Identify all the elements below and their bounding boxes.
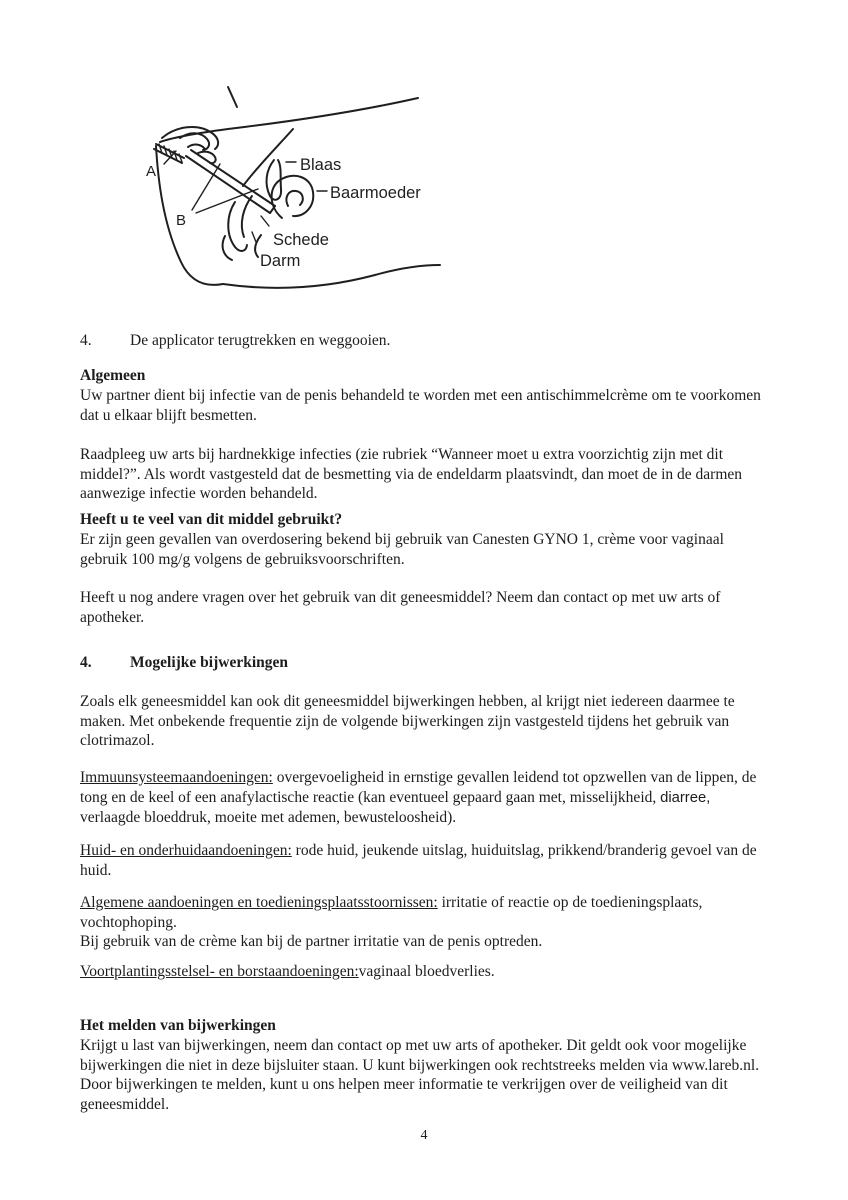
paragraph-voortplanting [80,962,774,982]
paragraph-overdose-1: Er zijn geen gevallen van overdosering bekend bij gebruik van Canesten GYNO 1, crème voor vaginaal gebruik 100 mg/g volgens de gebruiksvoorschriften. [80,531,724,568]
paragraph-melden: Krijgt u last van bijwerkingen, neem dan contact op met uw arts of apotheker. Dit geldt ook voor mogelijke bijwerkingen die niet in deze bijsluiter staan. U kunt bijwerkingen ook rechtstreeks melden via www.lareb.nl. Door bijwerkingen te melden, kunt u ons helpen meer informatie te verkrijgen over de veiligheid van dit geneesmiddel. [80,1037,760,1113]
soc-label-huid: Huid- en onderhuidaandoeningen: [80,842,292,859]
paragraph-algemeen-2: Raadpleeg uw arts bij hardnekkige infecties (zie rubriek “Wanneer moet u extra voorzichtig zijn met dit middel?”. Als wordt vastgesteld dat de besmetting via de endeldarm plaatsvindt, dan moet de in de darmen aanwezige infectie worden behandeld. [80,446,743,502]
section-title: Mogelijke bijwerkingen [130,654,288,671]
soc-label-voortplanting: Voortplantingsstelsel- en borstaandoeningen: [80,963,359,980]
instruction-step-4 [80,331,774,351]
voortplanting-text: vaginaal bloedverlies. [358,963,495,980]
huid-text: rode huid, jeukende uitslag, huiduitslag, prikkend/branderig gevoel van de huid. [80,842,757,879]
paragraph-bijwerkingen-intro: Zoals elk geneesmiddel kan ook dit geneesmiddel bijwerkingen hebben, al krijgt niet iedereen daarmee te maken. Met onbekende frequentie zijn de volgende bijwerkingen zijn vastgesteld tijdens het gebruik van clotrimazol. [80,693,735,749]
diagram-label-darm: Darm [260,252,301,270]
soc-label-immuunsysteem: Immuunsysteemaandoeningen: [80,769,273,786]
heading-algemeen: Algemeen [80,367,146,384]
paragraph-algemene-aandoeningen [80,893,774,952]
paragraph-overdose-2: Heeft u nog andere vragen over het gebruik van dit geneesmiddel? Neem dan contact op met uw arts of apotheker. [80,589,721,626]
heading-overdose: Heeft u te veel van dit middel gebruikt? [80,511,343,528]
algemene-line [80,893,774,932]
heading-melden: Het melden van bijwerkingen [80,1017,276,1034]
diagram-label-baarmoeder: Baarmoeder [330,184,421,202]
paragraph-algemeen-1: Uw partner dient bij infectie van de penis behandeld te worden met een antischimmelcrème om te voorkomen dat u elkaar blijft besmetten. [80,387,761,424]
anatomy-diagram [130,84,462,296]
paragraph-huid [80,841,774,880]
algemene-text: irritatie of reactie op de toedieningsplaats, vochtophoping. [80,894,703,931]
diagram-label-blaas: Blaas [300,156,342,174]
algemene-extra-line: Bij gebruik van de crème kan bij de partner irritatie van de penis optreden. [80,933,543,950]
soc-label-algemene: Algemene aandoeningen en toedieningsplaatsstoornissen: [80,894,438,911]
diagram-label-b: B [176,212,187,229]
immuun-text-before: overgevoeligheid in ernstige gevallen leidend tot opzwellen van de lippen, de tong en de keel of een anafylactische reactie (kan eventueel gepaard gaan met, misselijkheid, [80,769,757,806]
section-number: 4. [80,654,92,671]
section-heading-bijwerkingen [80,653,774,673]
paragraph-immuunsysteem [80,768,774,828]
immuun-highlight-diarree: diarree, [660,789,711,806]
diagram-label-schede: Schede [273,231,329,249]
step-number: 4. [80,332,92,349]
immuun-text-after: verlaagde bloeddruk, moeite met ademen, bewusteloosheid). [80,809,457,826]
page-number: 4 [420,1128,428,1143]
diagram-label-a: A [146,163,157,180]
step-text: De applicator terugtrekken en weggooien. [130,332,391,349]
